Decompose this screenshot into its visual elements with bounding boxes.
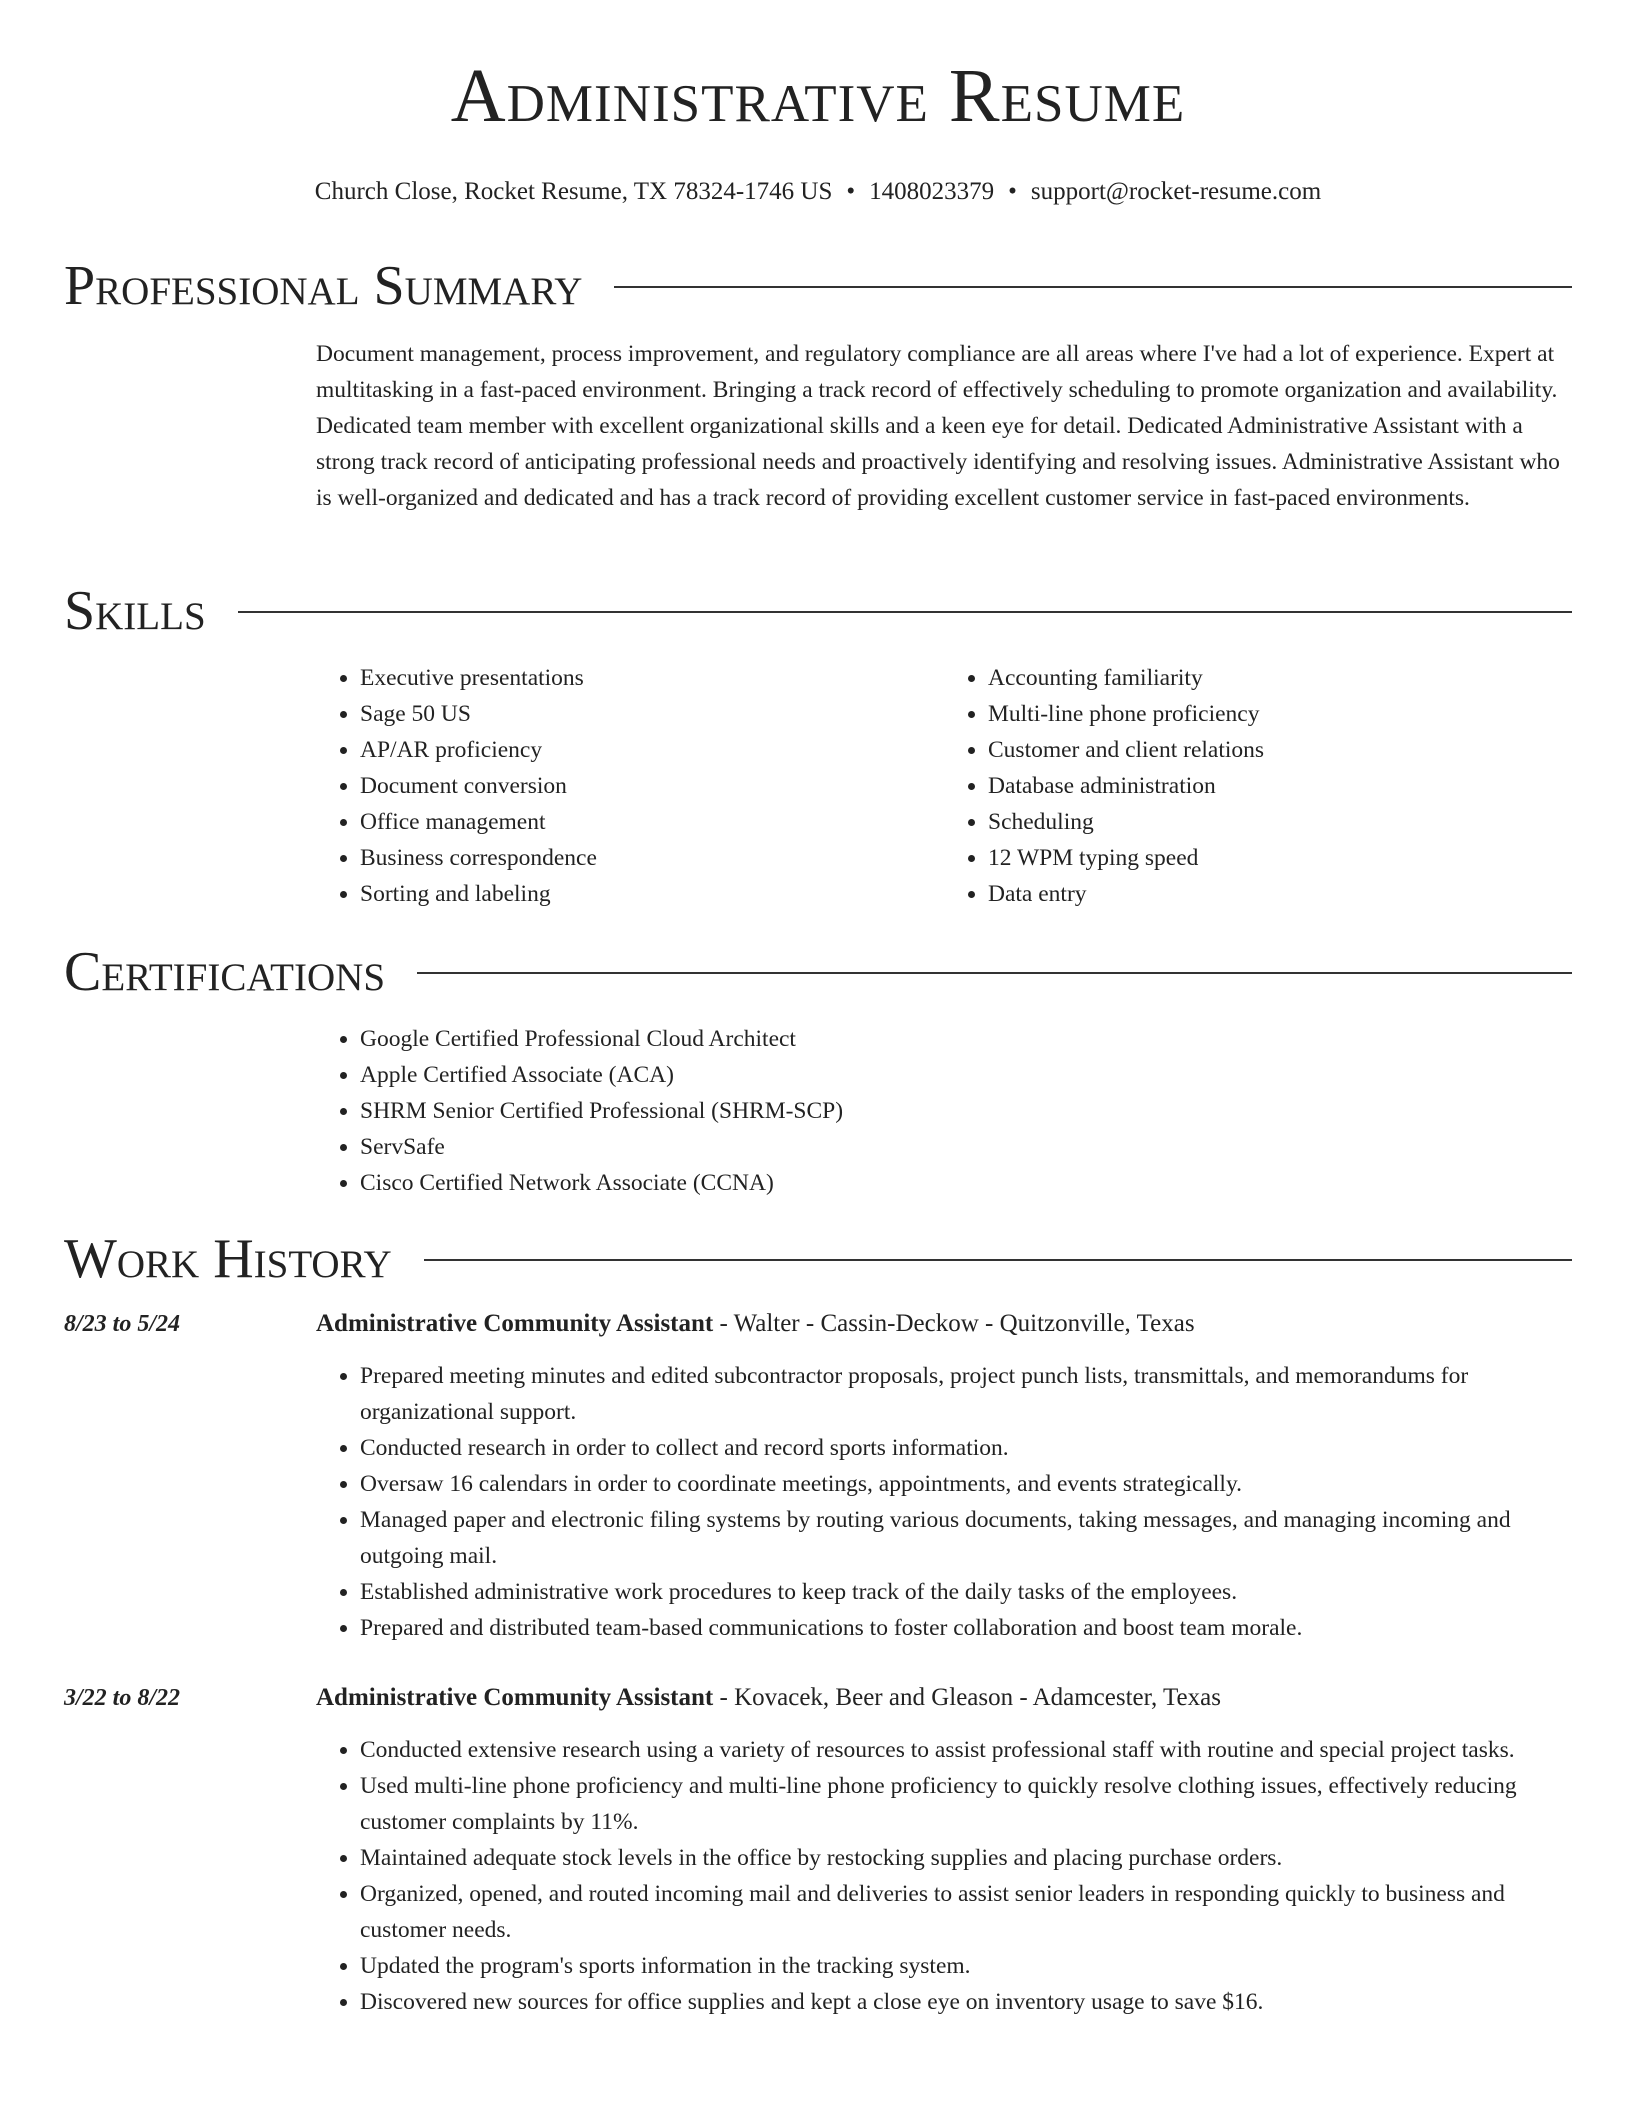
- list-item: • Google Certified Professional Cloud Architect: [360, 1021, 1572, 1057]
- section-rule: [614, 286, 1572, 288]
- certifications-items: [316, 1021, 1572, 1201]
- contact-email: support@rocket-resume.com: [1030, 178, 1322, 205]
- list-item: • Managed paper and electronic filing systems by routing various documents, taking messages, and managing incoming and outgoing mail.: [360, 1502, 1572, 1574]
- list-item: • Customer and client relations: [988, 732, 1572, 768]
- list-item: • Database administration: [988, 768, 1572, 804]
- list-item: • Conducted extensive research using a variety of resources to assist professional staff with routine and special project tasks.: [360, 1732, 1572, 1768]
- skills-column-right: [944, 660, 1572, 912]
- contact-address: Church Close, Rocket Resume, TX 78324-1746 US: [314, 178, 833, 205]
- list-item: • Organized, opened, and routed incoming mail and deliveries to assist senior leaders in responding quickly to business and customer needs.: [360, 1876, 1572, 1948]
- work-section-header: [64, 1228, 1572, 1290]
- job-heading: [316, 1306, 1572, 1342]
- list-item: • Data entry: [988, 876, 1572, 912]
- list-item: • Oversaw 16 calendars in order to coordinate meetings, appointments, and events strategically.: [360, 1466, 1572, 1502]
- list-item: • Prepared meeting minutes and edited subcontractor proposals, project punch lists, transmittals, and memorandums for organizational support.: [360, 1358, 1572, 1430]
- job-title: Administrative Community Assistant: [316, 1684, 714, 1711]
- list-item: • ServSafe: [360, 1129, 1572, 1165]
- job-heading: [316, 1680, 1572, 1716]
- resume-title: Administrative Resume: [450, 54, 1186, 138]
- section-rule: [424, 1259, 1572, 1261]
- summary-heading: Professional Summary: [64, 255, 583, 317]
- job-bullets: [316, 1732, 1572, 2020]
- contact-separator: •: [846, 178, 856, 205]
- list-item: • Sorting and labeling: [360, 876, 944, 912]
- list-item: • AP/AR proficiency: [360, 732, 944, 768]
- list-item: • Prepared and distributed team-based communications to foster collaboration and boost team morale.: [360, 1610, 1572, 1646]
- list-item: • Maintained adequate stock levels in the office by restocking supplies and placing purchase orders.: [360, 1840, 1572, 1876]
- work-heading: Work History: [64, 1228, 392, 1290]
- job-dates: 3/22 to 8/22: [64, 1685, 181, 1711]
- job-details: - Walter - Cassin-Deckow - Quitzonville, Texas: [713, 1310, 1195, 1337]
- section-rule: [238, 611, 1572, 613]
- summary-section-header: [64, 255, 1572, 317]
- list-item: • Used multi-line phone proficiency and multi-line phone proficiency to quickly resolve clothing issues, effectively reducing customer complaints by 11%.: [360, 1768, 1572, 1840]
- list-item: • Discovered new sources for office supplies and kept a close eye on inventory usage to save $16.: [360, 1984, 1572, 2020]
- list-item: • Apple Certified Associate (ACA): [360, 1057, 1572, 1093]
- job-details: - Kovacek, Beer and Gleason - Adamcester, Texas: [713, 1684, 1221, 1711]
- list-item: • Executive presentations: [360, 660, 944, 696]
- certifications-list: [316, 1021, 1572, 1201]
- list-item: • Accounting familiarity: [988, 660, 1572, 696]
- skills-list: [316, 660, 1572, 912]
- certifications-section-header: [64, 941, 1572, 1003]
- list-item: • Business correspondence: [360, 840, 944, 876]
- list-item: • Conducted research in order to collect and record sports information.: [360, 1430, 1572, 1466]
- job-dates: 8/23 to 5/24: [64, 1311, 181, 1337]
- contact-separator: •: [1008, 178, 1017, 205]
- skills-heading: Skills: [64, 580, 206, 642]
- job-title: Administrative Community Assistant: [316, 1310, 714, 1337]
- list-item: • 12 WPM typing speed: [988, 840, 1572, 876]
- summary-text: Document management, process improvement, and regulatory compliance are all areas where I've had a lot of experience. Expert at multitasking in a fast-paced environment. Bringing a track record of effectively scheduling to promote organization and availability. Dedicated team member with excellent organizational skills and a keen eye for detail. Dedicated Administrative Assistant with a strong track record of anticipating professional needs and proactively identifying and resolving issues. Administrative Assistant who is well-organized and dedicated and has a track record of providing excellent customer service in fast-paced environments.: [316, 341, 1560, 511]
- skills-column-left: [316, 660, 944, 912]
- job-bullets: [316, 1358, 1572, 1646]
- list-item: • Document conversion: [360, 768, 944, 804]
- list-item: • SHRM Senior Certified Professional (SHRM-SCP): [360, 1093, 1572, 1129]
- list-item: • Updated the program's sports information in the tracking system.: [360, 1948, 1572, 1984]
- skills-section-header: [64, 580, 1572, 642]
- list-item: • Cisco Certified Network Associate (CCNA): [360, 1165, 1572, 1201]
- list-item: • Office management: [360, 804, 944, 840]
- list-item: • Scheduling: [988, 804, 1572, 840]
- job-entry: [316, 1306, 1572, 1646]
- summary-body: [316, 336, 1572, 516]
- certifications-heading: Certifications: [64, 941, 386, 1003]
- contact-phone: 1408023379: [869, 178, 995, 205]
- list-item: • Sage 50 US: [360, 696, 944, 732]
- job-entry: [316, 1680, 1572, 2020]
- list-item: • Multi-line phone proficiency: [988, 696, 1572, 732]
- list-item: • Established administrative work procedures to keep track of the daily tasks of the employees.: [360, 1574, 1572, 1610]
- contact-line: [64, 176, 1572, 208]
- section-rule: [417, 972, 1572, 974]
